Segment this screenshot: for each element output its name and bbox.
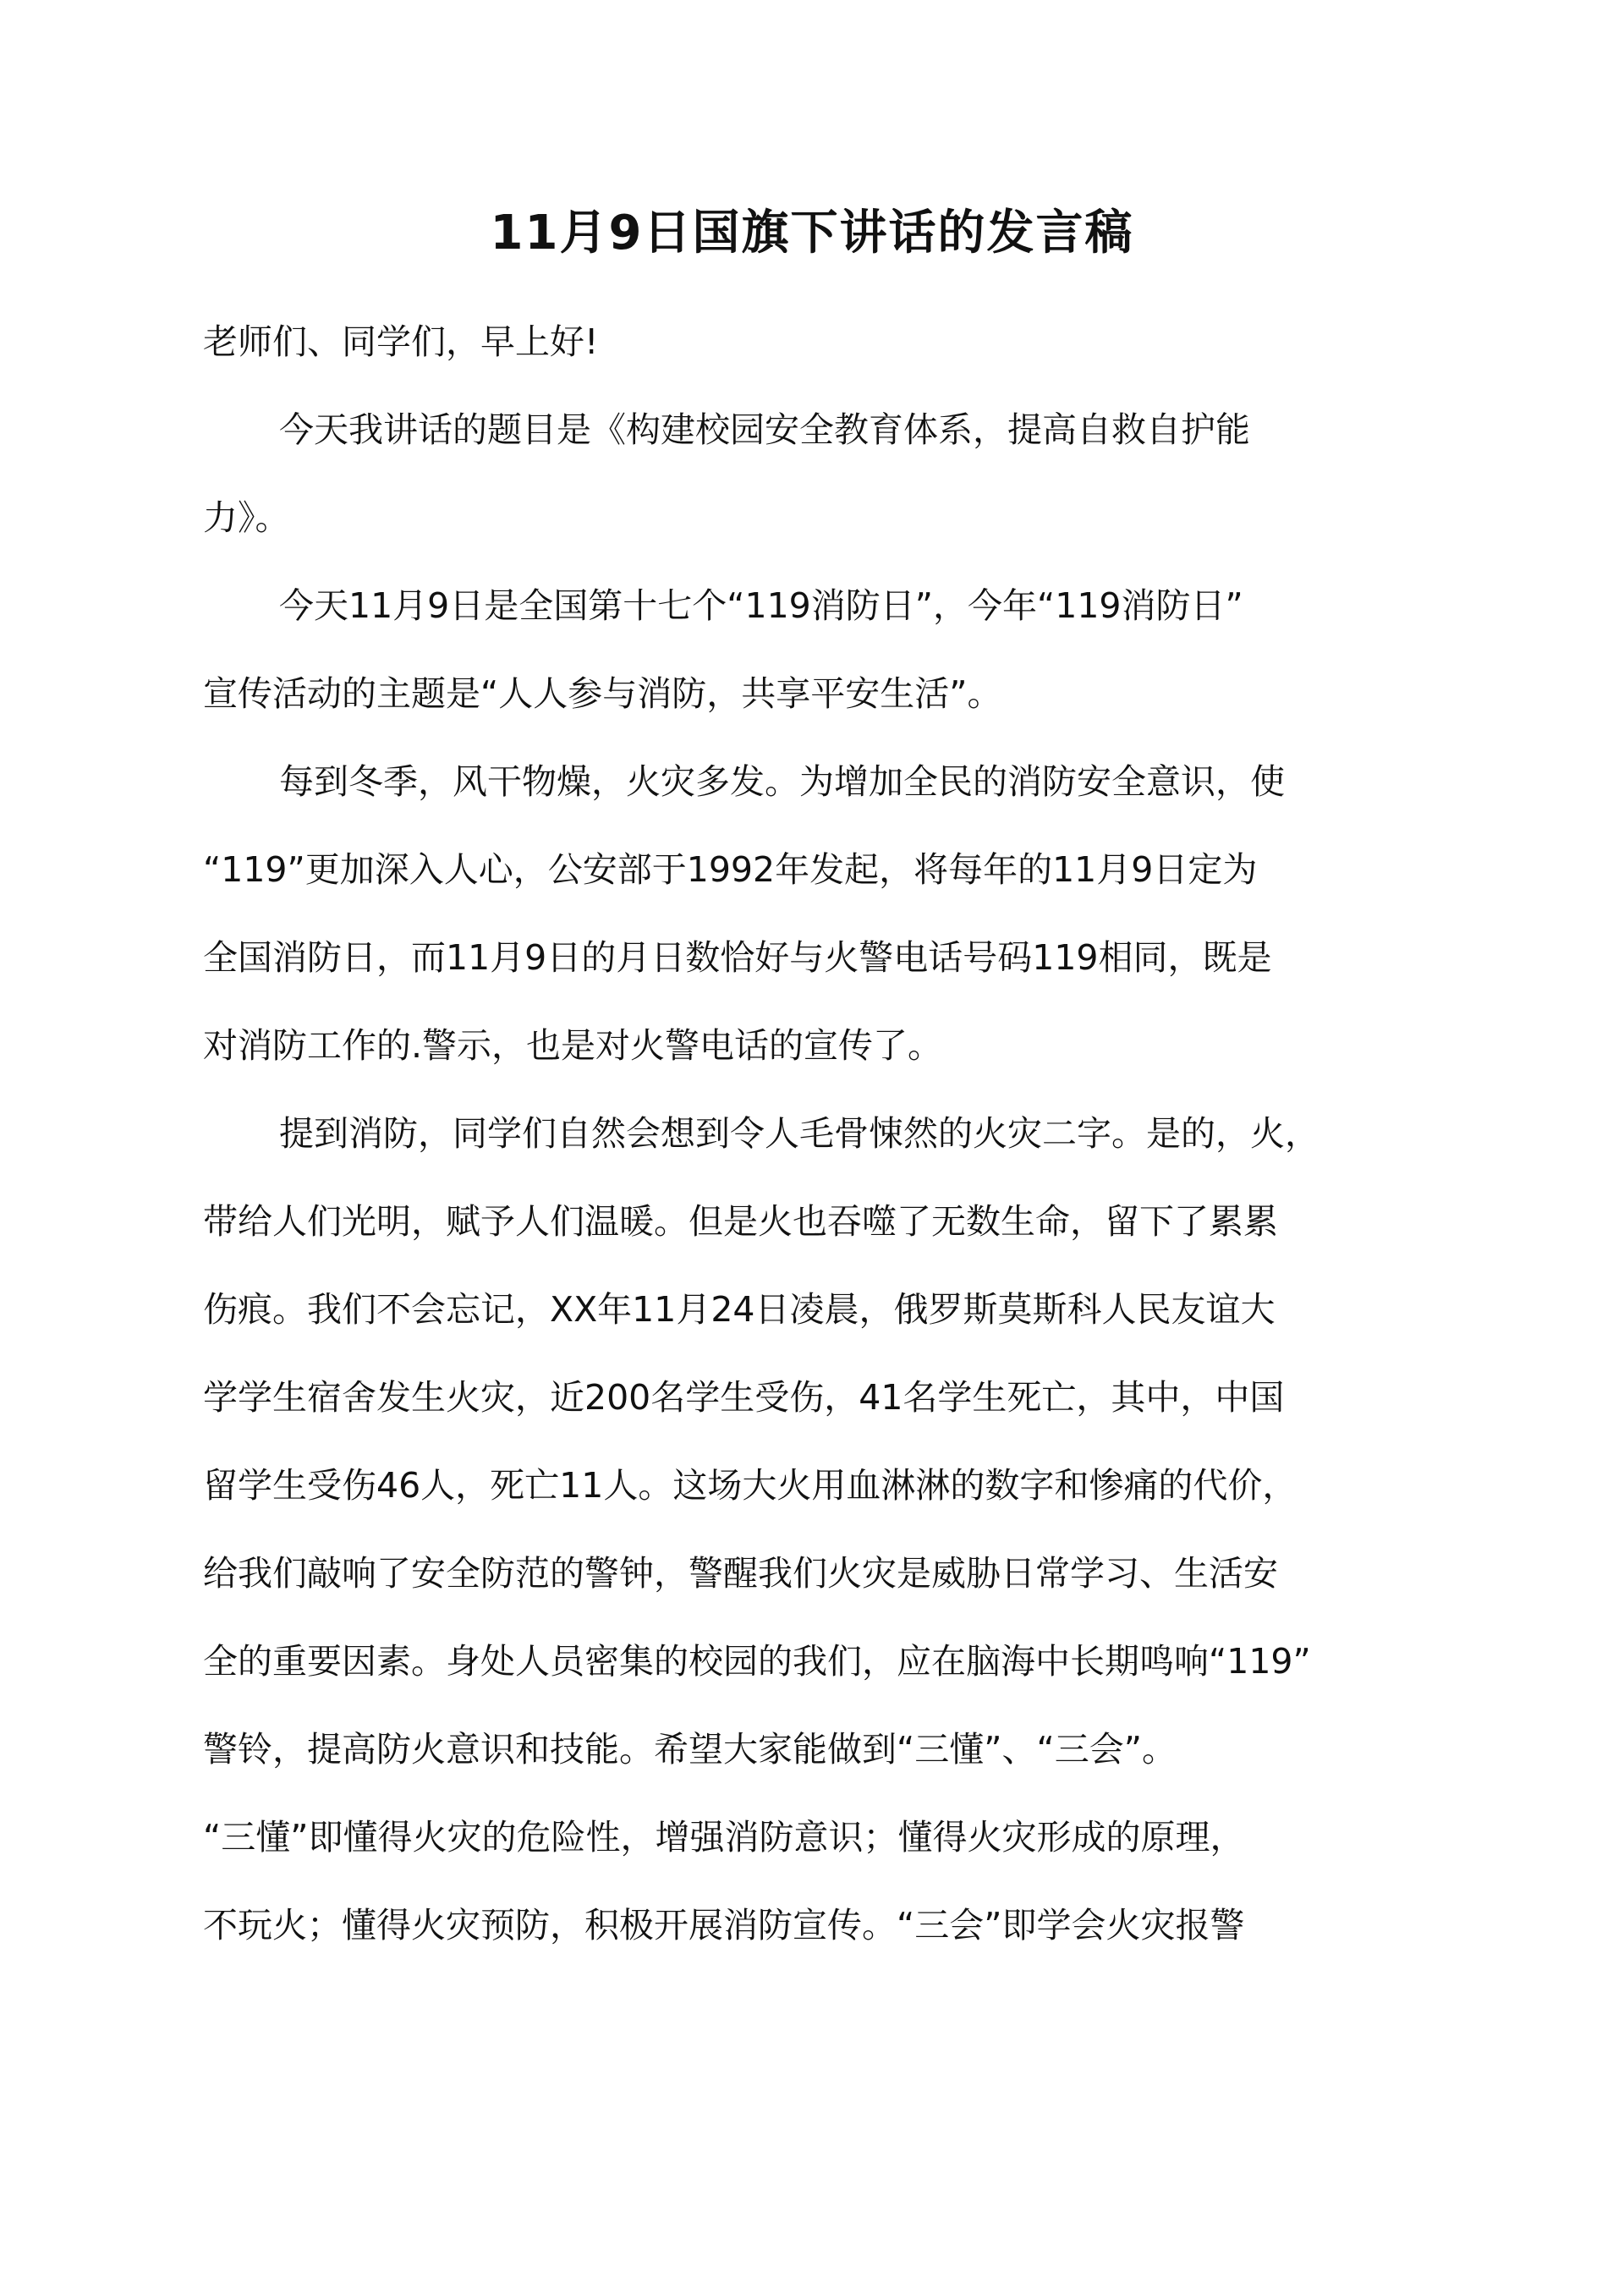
body-line: “三懂”即懂得火灾的危险性，增强消防意识；懂得火灾形成的原理， bbox=[203, 1817, 1245, 1858]
body-line: 对消防工作的.警示，也是对火警电话的宣传了。 bbox=[203, 1025, 943, 1066]
body-line: 带给人们光明，赋予人们温暖。但是火也吞噬了无数生命，留下了累累 bbox=[203, 1201, 1278, 1242]
body-line: 警铃，提高防火意识和技能。希望大家能做到“三懂”、“三会”。 bbox=[203, 1729, 1177, 1770]
body-line: 全国消防日，而11月9日的月日数恰好与火警电话号码119相同，既是 bbox=[203, 937, 1272, 978]
body-line: “119”更加深入人心，公安部于1992年发起，将每年的11月9日定为 bbox=[203, 849, 1258, 890]
body-line: 提到消防，同学们自然会想到令人毛骨悚然的火灾二字。是的，火， bbox=[279, 1113, 1320, 1154]
document-title: 11月9日国旗下讲话的发言稿 bbox=[490, 206, 1134, 261]
body-line: 宣传活动的主题是“人人参与消防，共享平安生活”。 bbox=[203, 673, 1002, 714]
document-body bbox=[203, 298, 1446, 1969]
body-line: 今天11月9日是全国第十七个“119消防日”，今年“119消防日” bbox=[279, 585, 1243, 626]
body-line: 伤痕。我们不会忘记，XX年11月24日凌晨，俄罗斯莫斯科人民友谊大 bbox=[203, 1289, 1276, 1330]
body-line: 留学生受伤46人，死亡11人。这场大火用血淋淋的数字和惨痛的代价， bbox=[203, 1465, 1298, 1506]
body-line: 学学生宿舍发生火灾，近200名学生受伤，41名学生死亡，其中，中国 bbox=[203, 1377, 1285, 1418]
body-line: 每到冬季，风干物燥，火灾多发。为增加全民的消防安全意识，使 bbox=[279, 761, 1285, 802]
body-line: 给我们敲响了安全防范的警钟，警醒我们火灾是威胁日常学习、生活安 bbox=[203, 1553, 1278, 1594]
body-line: 老师们、同学们，早上好! bbox=[203, 321, 599, 362]
body-line: 全的重要因素。身处人员密集的校园的我们，应在脑海中长期鸣响“119” bbox=[203, 1641, 1311, 1682]
body-line: 力》。 bbox=[203, 497, 290, 538]
body-line: 今天我讲话的题目是《构建校园安全教育体系，提高自救自护能 bbox=[279, 409, 1250, 450]
body-line: 不玩火；懂得火灾预防，积极开展消防宣传。“三会”即学会火灾报警 bbox=[203, 1905, 1245, 1946]
